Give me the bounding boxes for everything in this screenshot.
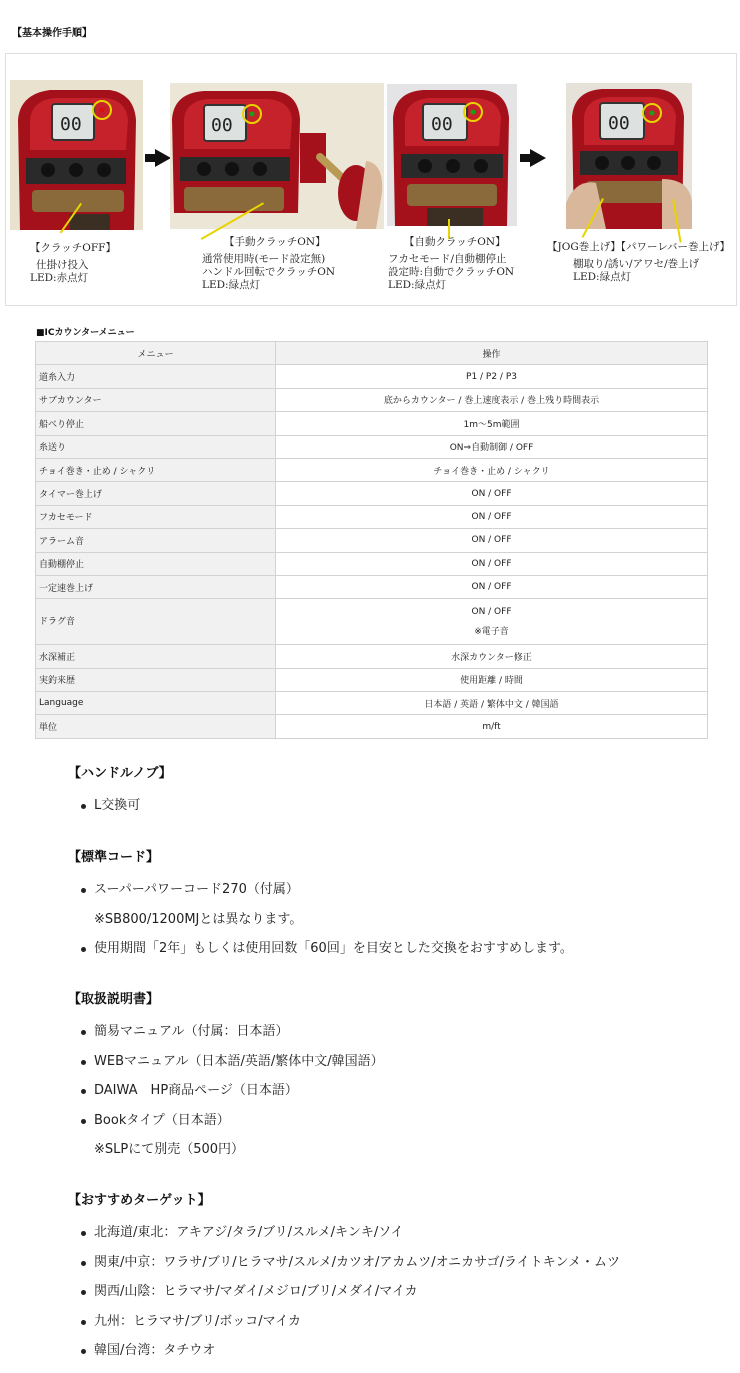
operation-cell [276, 599, 708, 645]
step1-line: 仕掛け投入 [36, 259, 89, 271]
list-item: DAIWA HP商品ページ（日本語） [68, 1076, 728, 1106]
list-item: 韓国/台湾：タチウオ [68, 1336, 728, 1366]
operation-cell: ON⇒自動制御 / OFF [276, 435, 708, 458]
menu-cell: 一定速巻上げ [36, 575, 276, 598]
table-row [36, 552, 708, 575]
list-note: ※SB800/1200MJとは異なります。 [94, 911, 303, 927]
list-item: WEBマニュアル（日本語/英語/繁体中文/韓国語） [68, 1047, 728, 1077]
menu-cell: Language [36, 692, 276, 715]
list-item: L交換可 [68, 791, 728, 821]
table-row [36, 668, 708, 691]
menu-cell: サブカウンター [36, 388, 276, 411]
menu-cell: フカセモード [36, 505, 276, 528]
list-item: 北海道/東北：アキアジ/タラ/ブリ/スルメ/キンキ/ソイ [68, 1218, 728, 1248]
standard-cord-section [68, 846, 728, 964]
step4-heading: 【JOG巻上げ】【パワーレバー巻上げ】 [547, 241, 731, 253]
section-heading: 【標準コード】 [68, 850, 160, 865]
menu-cell: 道糸入力 [36, 365, 276, 388]
svg-text:00: 00 [60, 114, 82, 135]
section-heading: 【取扱説明書】 [68, 992, 160, 1007]
step2-photo [170, 83, 384, 229]
svg-text:00: 00 [211, 115, 233, 136]
menu-cell: タイマー巻上げ [36, 482, 276, 505]
ic-counter-title: ■ICカウンターメニュー [36, 328, 135, 338]
arrow-right-icon [155, 149, 171, 167]
operation-cell: 1m〜5m範囲 [276, 412, 708, 435]
operation-cell: P1 / P2 / P3 [276, 365, 708, 388]
ic-counter-table [35, 341, 708, 739]
menu-cell: 実釣来歴 [36, 668, 276, 691]
table-row [36, 599, 708, 645]
step2-line: ハンドル回転でクラッチON [202, 266, 336, 278]
table-row [36, 529, 708, 552]
operation-cell: 底からカウンター / 巻上速度表示 / 巻上残り時間表示 [276, 388, 708, 411]
operation-cell: ON / OFF [276, 575, 708, 598]
table-row [36, 365, 708, 388]
table-row [36, 412, 708, 435]
step4-caption [547, 241, 730, 284]
section-heading: 【おすすめターゲット】 [68, 1193, 211, 1208]
list-note: ※SLPにて別売（500円） [94, 1142, 245, 1157]
operation-cell: チョイ巻き・止め / シャクリ [276, 458, 708, 481]
operation-line: ON / OFF [471, 606, 512, 617]
operation-cell: 日本語 / 英語 / 繁体中文 / 韓国語 [276, 692, 708, 715]
table-row [36, 575, 708, 598]
table-row [36, 645, 708, 668]
svg-text:00: 00 [608, 113, 630, 134]
step1-caption [30, 242, 116, 285]
step1-heading: 【クラッチOFF】 [30, 242, 116, 254]
list-item: 関東/中京：ワラサ/ブリ/ヒラマサ/スルメ/カツオ/アカムツ/オニカサゴ/ライトキンメ・ムツ [68, 1248, 728, 1278]
list-item: Bookタイプ（日本語） [68, 1106, 728, 1136]
operation-cell: ON / OFF [276, 505, 708, 528]
menu-cell: アラーム音 [36, 529, 276, 552]
table-row [36, 388, 708, 411]
step2-heading: 【手動クラッチON】 [224, 236, 326, 248]
operation-cell: m/ft [276, 715, 708, 738]
basic-ops-title: 【基本操作手順】 [12, 28, 92, 39]
step1-line: LED:赤点灯 [30, 272, 89, 284]
step3-line: フカセモード/自動棚停止 [388, 253, 507, 265]
menu-cell: 糸送り [36, 435, 276, 458]
table-row [36, 482, 708, 505]
operation-cell: ON / OFF [276, 529, 708, 552]
step3-photo [387, 84, 517, 226]
step3-heading: 【自動クラッチON】 [404, 236, 506, 248]
list-item: スーパーパワーコード270（付属） [68, 875, 728, 905]
step2-caption [202, 236, 335, 292]
step3-caption [388, 236, 514, 292]
svg-text:00: 00 [431, 114, 453, 135]
manual-section [68, 988, 728, 1165]
operation-note: ※電子音 [474, 626, 509, 637]
handle-knob-section [68, 762, 728, 821]
step3-line: LED:緑点灯 [388, 279, 447, 291]
operation-cell: ON / OFF [276, 482, 708, 505]
step4-line: 棚取り/誘い/アワセ/巻上げ [573, 258, 700, 270]
column-header-operation: 操作 [276, 342, 708, 365]
menu-cell: 船べり停止 [36, 412, 276, 435]
table-row [36, 435, 708, 458]
operation-cell: 水深カウンター修正 [276, 645, 708, 668]
menu-cell: 水深補正 [36, 645, 276, 668]
list-item: 九州：ヒラマサ/ブリ/ボッコ/マイカ [68, 1307, 728, 1337]
table-row [36, 692, 708, 715]
table-row [36, 505, 708, 528]
step3-line: 設定時:自動でクラッチON [388, 266, 515, 278]
column-header-menu: メニュー [36, 342, 276, 365]
menu-cell: ドラグ音 [36, 599, 276, 645]
target-section [68, 1189, 728, 1366]
operation-cell: 使用距離 / 時間 [276, 668, 708, 691]
table-row [36, 715, 708, 738]
step2-line: 通常使用時(モード設定無) [202, 253, 326, 265]
menu-cell: チョイ巻き・止め / シャクリ [36, 458, 276, 481]
list-item: 使用期間「2年」もしくは使用回数「60回」を目安とした交換をおすすめします。 [68, 934, 728, 964]
step4-line: LED:緑点灯 [573, 271, 632, 283]
table-header-row [36, 342, 708, 365]
list-item: 簡易マニュアル（付属：日本語） [68, 1017, 728, 1047]
step2-line: LED:緑点灯 [202, 279, 261, 291]
list-item: 関西/山陰：ヒラマサ/マダイ/メジロ/ブリ/メダイ/マイカ [68, 1277, 728, 1307]
operation-cell: ON / OFF [276, 552, 708, 575]
section-heading: 【ハンドルノブ】 [68, 766, 172, 781]
arrow-right-icon [530, 149, 546, 167]
menu-cell: 単位 [36, 715, 276, 738]
basic-ops-steps [5, 53, 737, 306]
table-row [36, 458, 708, 481]
menu-cell: 自動棚停止 [36, 552, 276, 575]
